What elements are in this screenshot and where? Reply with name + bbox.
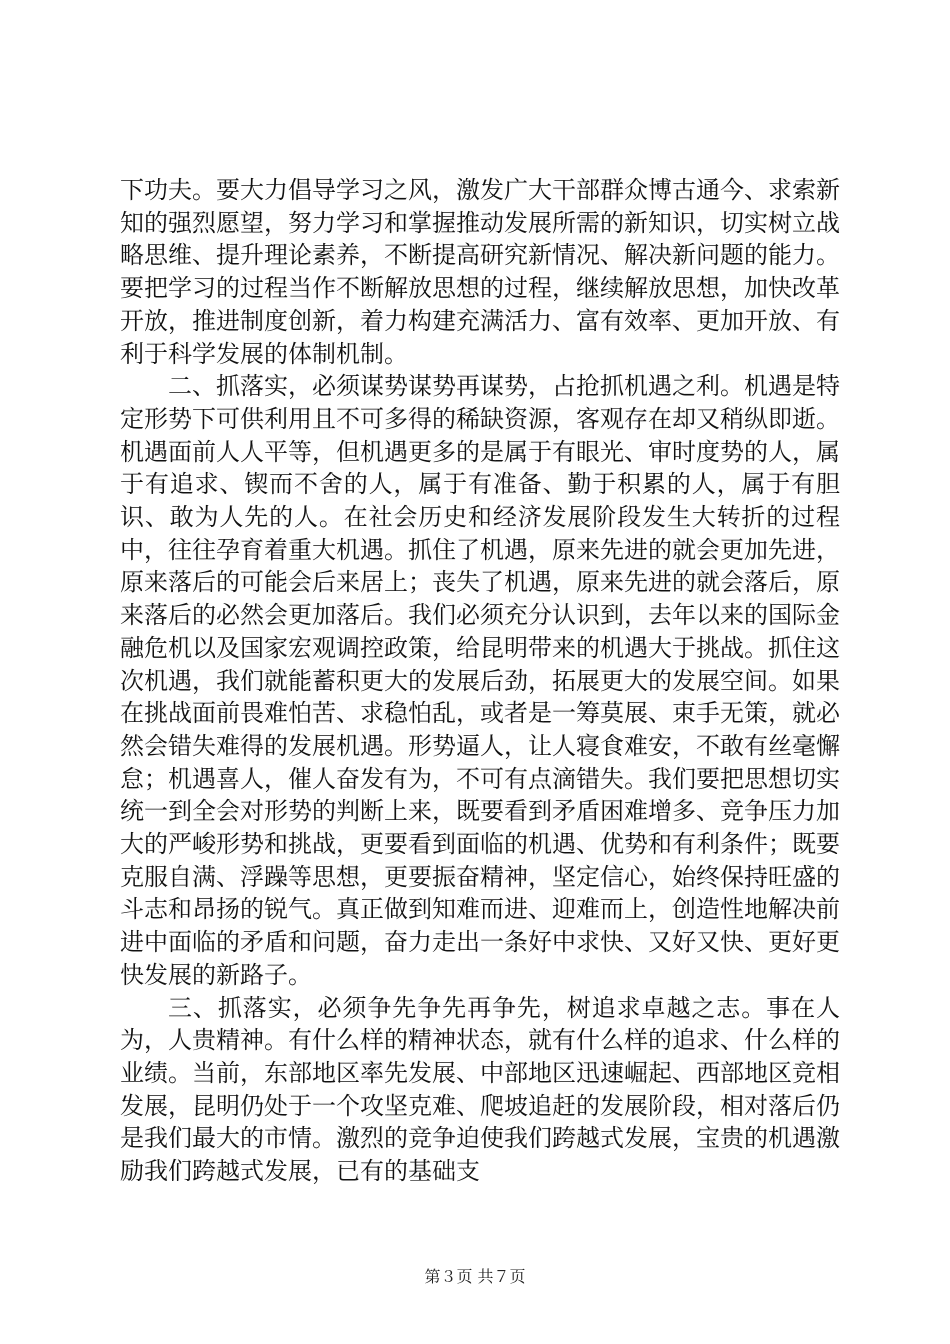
- paragraph-section-three: 三、抓落实，必须争先争先再争先，树追求卓越之志。事在人为，人贵精神。有什么样的精神状态，就有什么样的追求、什么样的业绩。当前，东部地区率先发展、中部地区迅速崛起、西部地区竞相发展，昆明仍处于一个攻坚克难、爬坡追赶的发展阶段，相对落后仍是我们最大的市情。激烈的竞争迫使我们跨越式发展，宝贵的机遇激励我们跨越式发展，已有的基础支: [120, 993, 840, 1186]
- paragraph-continued: 下功夫。要大力倡导学习之风，激发广大干部群众博古通今、求索新知的强烈愿望，努力学习和掌握推动发展所需的新知识，切实树立战略思维、提升理论素养，不断提高研究新情况、解决新问题的能力。要把学习的过程当作不断解放思想的过程，继续解放思想，加快改革开放，推进制度创新，着力构建充满活力、富有效率、更加开放、有利于科学发展的体制机制。: [120, 176, 840, 368]
- page-number-footer: 第３页 共７页: [424, 1267, 526, 1286]
- paragraph-section-two: 二、抓落实，必须谋势谋势再谋势，占抢抓机遇之利。机遇是特定形势下可供利用且不可多得的稀缺资源，客观存在却又稍纵即逝。机遇面前人人平等，但机遇更多的是属于有眼光、审时度势的人，属于有追求、锲而不舍的人，属于有准备、勤于积累的人，属于有胆识、敢为人先的人。在社会历史和经济发展阶段发生大转折的过程中，往往孕育着重大机遇。抓住了机遇，原来先进的就会更加先进，原来落后的可能会后来居上；丧失了机遇，原来先进的就会落后，原来落后的必然会更加落后。我们必须充分认识到，去年以来的国际金融危机以及国家宏观调控政策，给昆明带来的机遇大于挑战。抓住这次机遇，我们就能蓄积更大的发展后劲，拓展更大的发展空间。如果在挑战面前畏难怕苦、求稳怕乱，或者是一筹莫展、束手无策，就必然会错失难得的发展机遇。形势逼人，让人寝食难安，不敢有丝毫懈怠；机遇喜人，催人奋发有为，不可有点滴错失。我们要把思想切实统一到全会对形势的判断上来，既要看到矛盾困难增多、竞争压力加大的严峻形势和挑战，更要看到面临的机遇、优势和有利条件；既要克服自满、浮躁等思想，更要振奋精神，坚定信心，始终保持旺盛的斗志和昂扬的锐气。真正做到知难而进、迎难而上，创造性地解决前进中面临的矛盾和问题，奋力走出一条好中求快、又好又快、更好更快发展的新路子。: [120, 372, 840, 989]
- document-body: [120, 174, 840, 1188]
